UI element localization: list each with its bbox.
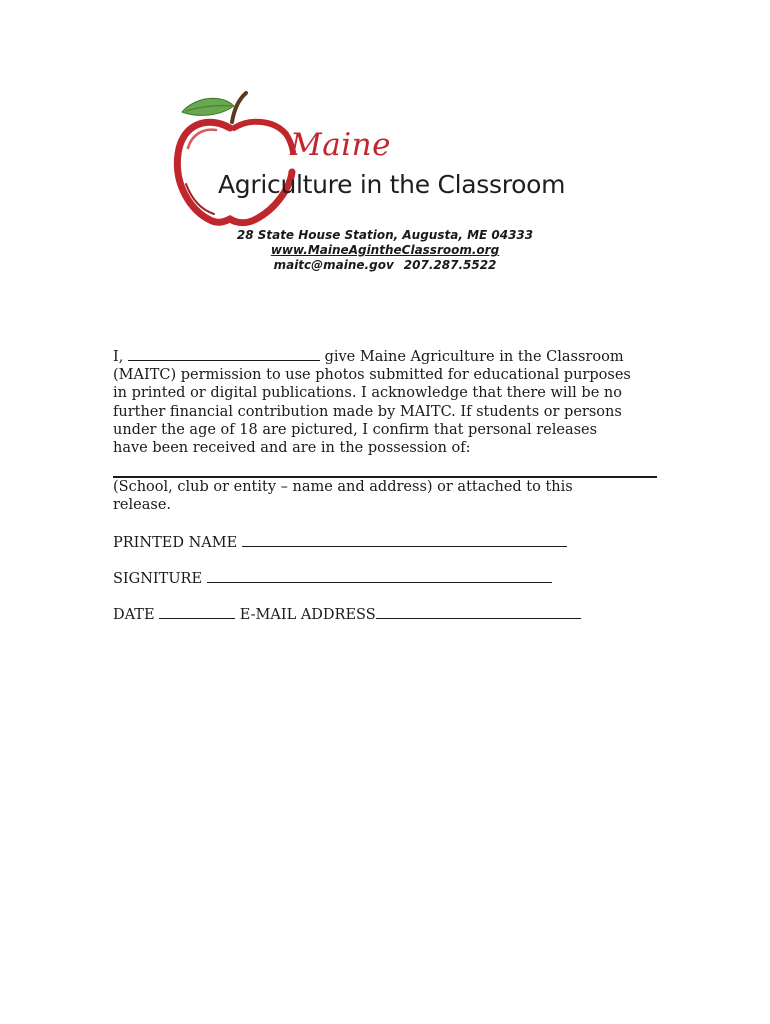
brand-name-text: Agriculture in the Classroom [218,170,566,199]
release-line-1 [113,348,673,366]
website-link[interactable]: www.MaineAgintheClassroom.org [270,243,500,257]
printed-name-label: PRINTED NAME [113,535,238,551]
email-address-blank[interactable] [376,605,581,619]
release-line-3: in printed or digital publications. I acknowledge that there will be no [113,385,622,402]
email-text[interactable]: maitc@maine.gov [273,258,394,272]
signature-row [113,569,552,588]
printed-name-blank[interactable] [242,533,567,547]
printed-name-row [113,533,567,552]
date-label: DATE [113,607,155,623]
entity-note: (School, club or entity – name and address) or attached to this release. [113,479,573,514]
email-address-label: E-MAIL ADDRESS [239,607,376,623]
release-line-1-text: give Maine Agriculture in the Classroom [324,349,624,365]
phone-text: 207.287.5522 [403,258,497,272]
brand-script-text: Maine [290,127,391,163]
release-line-4: further financial contribution made by MAITC. If students or persons [113,403,622,420]
releasor-name-blank[interactable] [128,348,320,361]
signature-blank[interactable] [207,569,552,583]
maitc-logo [172,88,602,233]
signature-label: SIGNITURE [113,571,203,587]
release-line-2: (MAITC) permission to use photos submitted for educational purposes [113,367,631,384]
date-email-row [113,605,581,624]
release-line-6: have been received and are in the possession of: [113,440,471,457]
contact-block [0,228,770,273]
release-line-5: under the age of 18 are pictured, I confirm that personal releases [113,421,598,438]
date-blank[interactable] [159,605,235,619]
street-address: 28 State House Station, Augusta, ME 04333 [236,228,534,242]
release-prefix: I, [113,349,124,365]
release-paragraph [113,348,673,457]
